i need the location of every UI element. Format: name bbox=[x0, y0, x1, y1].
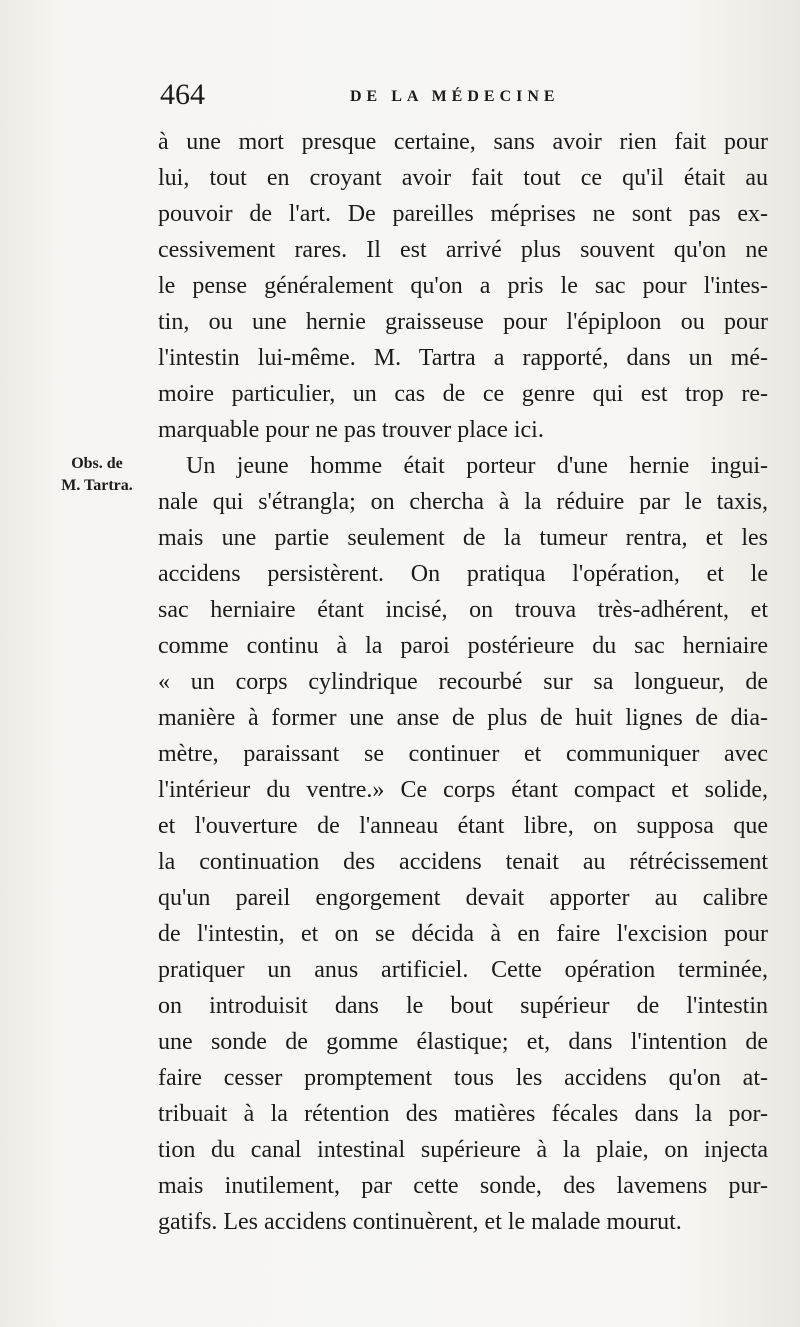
text-line: l'intestin lui-même. M. Tartra a rapporté, dans un mé- bbox=[158, 345, 768, 371]
text-line: tion du canal intestinal supérieure à la plaie, on injecta bbox=[158, 1137, 768, 1163]
text-line: faire cesser promptement tous les accidens qu'on at- bbox=[158, 1065, 768, 1091]
margin-note-line-1: Obs. de bbox=[71, 455, 123, 472]
text-line: marquable pour ne pas trouver place ici. bbox=[158, 417, 544, 443]
text-line: l'intérieur du ventre.» Ce corps étant compact et solide, bbox=[158, 777, 768, 803]
text-line: « un corps cylindrique recourbé sur sa longueur, de bbox=[158, 669, 768, 695]
text-line: tin, ou une hernie graisseuse pour l'épiploon ou pour bbox=[158, 309, 768, 335]
text-line: de l'intestin, et on se décida à en faire l'excision pour bbox=[158, 921, 768, 947]
text-line: mais une partie seulement de la tumeur rentra, et les bbox=[158, 525, 768, 551]
text-line: le pense généralement qu'on a pris le sac pour l'intes- bbox=[158, 273, 768, 299]
text-line: la continuation des accidens tenait au rétrécissement bbox=[158, 849, 768, 875]
text-line: gatifs. Les accidens continuèrent, et le malade mourut. bbox=[158, 1209, 682, 1235]
text-line: et l'ouverture de l'anneau étant libre, on supposa que bbox=[158, 813, 768, 839]
running-head: DE LA MÉDECINE bbox=[350, 88, 560, 105]
body-text bbox=[158, 124, 768, 1240]
text-line: sac herniaire étant incisé, on trouva très-adhérent, et bbox=[158, 597, 768, 623]
text-line: à une mort presque certaine, sans avoir rien fait pour bbox=[158, 129, 768, 155]
text-line: tribuait à la rétention des matières fécales dans la por- bbox=[158, 1101, 768, 1127]
text-line: qu'un pareil engorgement devait apporter au calibre bbox=[158, 885, 768, 911]
text-line: pratiquer un anus artificiel. Cette opération terminée, bbox=[158, 957, 768, 983]
text-line: une sonde de gomme élastique; et, dans l'intention de bbox=[158, 1029, 768, 1055]
margin-note bbox=[42, 453, 152, 497]
margin-note-line-2: M. Tartra. bbox=[61, 477, 133, 494]
text-line: nale qui s'étrangla; on chercha à la réduire par le taxis, bbox=[158, 489, 768, 515]
text-line: mais inutilement, par cette sonde, des lavemens pur- bbox=[158, 1173, 768, 1199]
text-line: lui, tout en croyant avoir fait tout ce qu'il était au bbox=[158, 165, 768, 191]
text-line: moire particulier, un cas de ce genre qui est trop re- bbox=[158, 381, 768, 407]
text-line: comme continu à la paroi postérieure du sac herniaire bbox=[158, 633, 768, 659]
text-line: Un jeune homme était porteur d'une hernie ingui- bbox=[186, 453, 768, 479]
text-line: manière à former une anse de plus de huit lignes de dia- bbox=[158, 705, 768, 731]
text-line: pouvoir de l'art. De pareilles méprises ne sont pas ex- bbox=[158, 201, 768, 227]
text-line: on introduisit dans le bout supérieur de l'intestin bbox=[158, 993, 768, 1019]
text-line: cessivement rares. Il est arrivé plus souvent qu'on ne bbox=[158, 237, 768, 263]
page-number: 464 bbox=[160, 78, 205, 111]
text-line: accidens persistèrent. On pratiqua l'opération, et le bbox=[158, 561, 768, 587]
text-line: mètre, paraissant se continuer et communiquer avec bbox=[158, 741, 768, 767]
